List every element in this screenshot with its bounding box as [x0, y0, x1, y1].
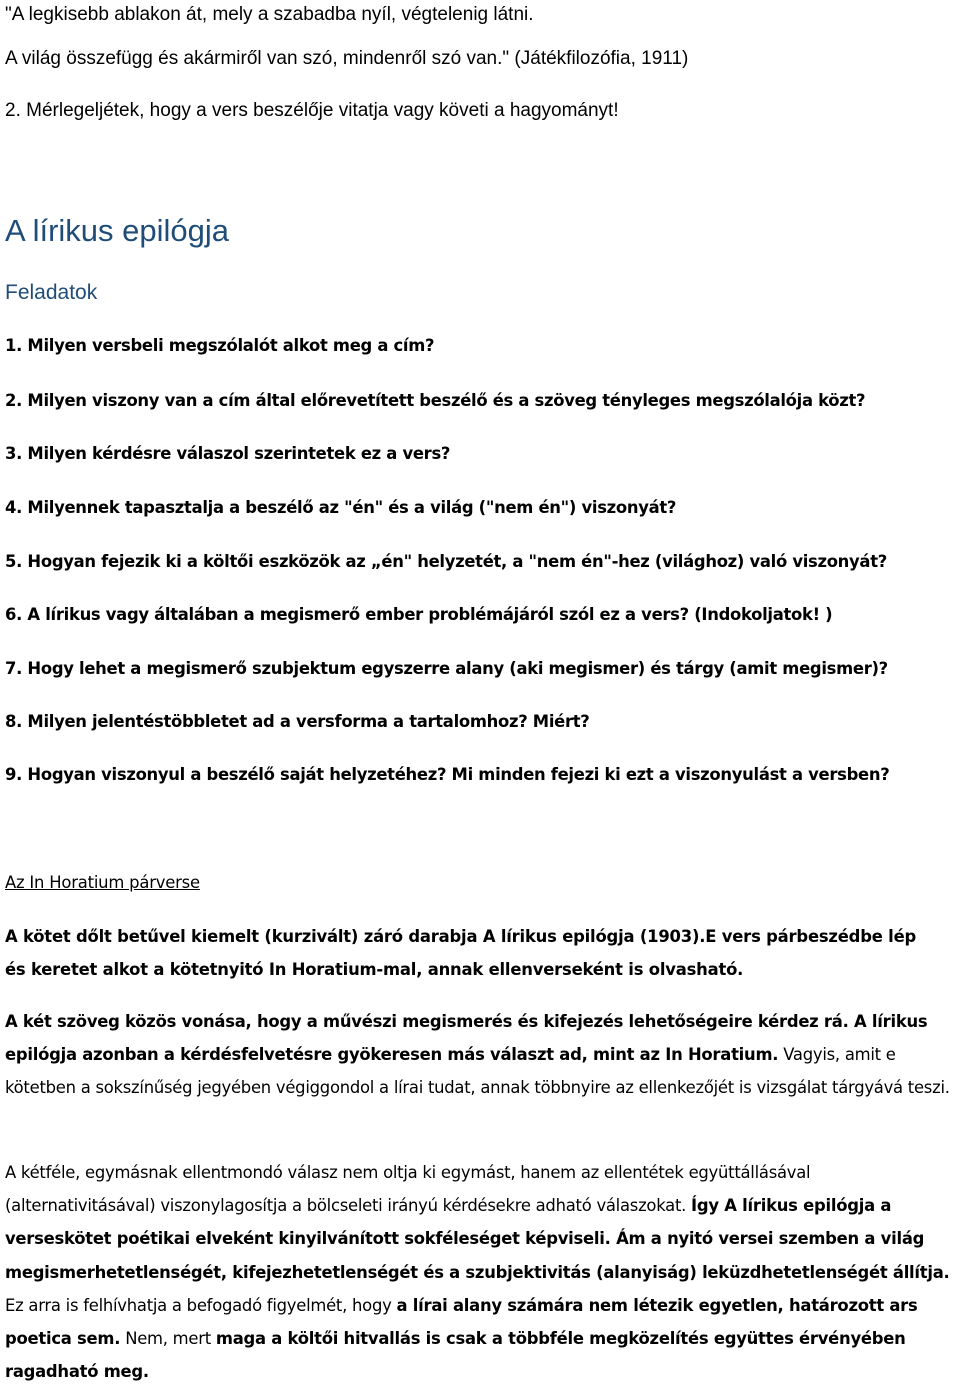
quote-line-2: A világ összefügg és akármiről van szó, mindenről szó van." (Játékfilozófia, 1911) [5, 48, 689, 69]
previous-task-2: 2. Mérlegeljétek, hogy a vers beszélője vitatja vagy követi a hagyományt! [5, 100, 619, 121]
task-4: 4. Milyennek tapasztalja a beszélő az "én" és a világ ("nem én") viszonyát? [5, 498, 677, 517]
paragraph-2 [5, 1005, 960, 1105]
paragraph-3-bold-3: maga a költői hitvallás is csak a többféle megközelítés együttes érvényében ragadható meg. [5, 1329, 906, 1382]
task-5: 5. Hogyan fejezik ki a költői eszközök az „én" helyzetét, a "nem én"-hez (világhoz) való viszonyát? [5, 552, 887, 571]
task-1: 1. Milyen versbeli megszólalót alkot meg a cím? [5, 336, 435, 355]
task-8: 8. Milyen jelentéstöbbletet ad a versforma a tartalomhoz? Miért? [5, 712, 590, 731]
paragraph-1-line-2: és keretet alkot a kötetnyitó In Horatium-mal, annak ellenverseként is olvasható. [5, 960, 744, 979]
paragraph-2-bold: A két szöveg közös vonása, hogy a művészi megismerés és kifejezés lehetőségeire kérdez rá. A lírikus epilógja azonban a kérdésfelvetésre gyökeresen más választ ad, mint az In Horatium. [5, 1012, 928, 1065]
quote-line-1: "A legkisebb ablakon át, mely a szabadba nyíl, végtelenig látni. [5, 4, 534, 25]
paragraph-2-normal: Vagyis, amit e kötetben a sokszínűség jegyében végiggondol a lírai tudat, annak többnyire az ellenkezőjét is vizsgálat tárgyává teszi. [5, 1045, 950, 1098]
parverse-heading: Az In Horatium párverse [5, 873, 200, 892]
paragraph-3-normal-3: Nem, mert [120, 1329, 216, 1349]
section-subtitle: Feladatok [5, 281, 98, 304]
paragraph-3-normal-2: Ez arra is felhívhatja a befogadó figyelmét, hogy [5, 1295, 397, 1315]
task-3: 3. Milyen kérdésre válaszol szerintetek ez a vers? [5, 444, 451, 463]
task-7: 7. Hogy lehet a megismerő szubjektum egyszerre alany (aki megismer) és tárgy (amit megismer)? [5, 659, 888, 678]
paragraph-3-normal-1: A kétféle, egymásnak ellentmondó válasz nem oltja ki egymást, hanem az ellentétek együttállásával (alternativitásával) viszonylagosítja a bölcseleti irányú kérdésekre adható válaszokat. [5, 1163, 811, 1216]
paragraph-3-bold-1: Így A lírikus epilógja a verseskötet poétikai elveként kinyilvánított sokféleséget képviseli. Ám a nyitó versei szemben a világ megismerhetetlenségét, kifejezhetetlenségét és a szubjektivitás (alanyiság) leküzdhetetlenségét állítja. [5, 1196, 950, 1282]
task-9: 9. Hogyan viszonyul a beszélő saját helyzetéhez? Mi minden fejezi ki ezt a viszonyulást a versben? [5, 765, 890, 784]
paragraph-3-bold-2: a lírai alany számára nem létezik egyetlen, határozott ars poetica sem. [5, 1295, 918, 1349]
task-2: 2. Milyen viszony van a cím által előrevetített beszélő és a szöveg tényleges megszólalója közt? [5, 391, 866, 410]
section-title: A lírikus epilógja [5, 213, 230, 248]
paragraph-3 [5, 1156, 960, 1388]
task-6: 6. A lírikus vagy általában a megismerő ember problémájáról szól ez a vers? (Indokoljatok! ) [5, 605, 833, 624]
paragraph-1-line-1: A kötet dőlt betűvel kiemelt (kurzivált) záró darabja A lírikus epilógja (1903).E vers párbeszédbe lép [5, 927, 917, 946]
